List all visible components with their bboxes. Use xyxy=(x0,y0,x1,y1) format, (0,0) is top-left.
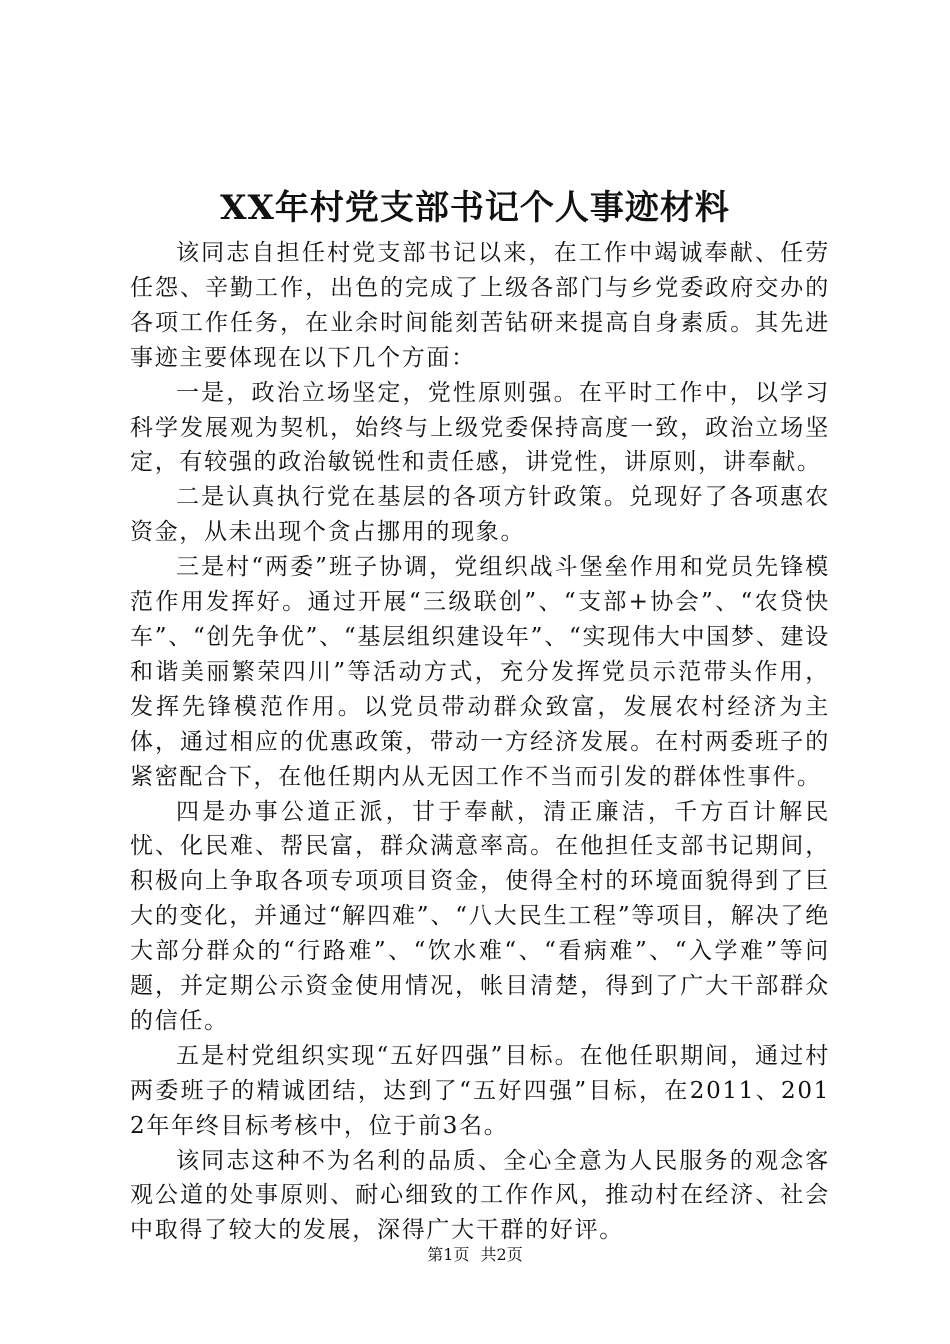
paragraph-intro: 该同志自担任村党支部书记以来，在工作中竭诚奉献、任劳任怨、辛勤工作，出色的完成了上级各部门与乡党委政府交办的各项工作任务，在业余时间能刻苦钻研来提高自身素质。其先进事迹主要体现在以下几个方面： xyxy=(130,240,830,371)
paragraph-point-5: 五是村党组织实现“五好四强”目标。在他任职期间，通过村两委班子的精诚团结，达到了“五好四强”目标，在2011、2012年年终目标考核中，位于前3名。 xyxy=(130,1042,830,1139)
paragraph-conclusion: 该同志这种不为名利的品质、全心全意为人民服务的观念客观公道的处事原则、耐心细致的工作作风，推动村在经济、社会中取得了较大的发展，深得广大干群的好评。 xyxy=(130,1147,830,1244)
page-number-current: 第1页 xyxy=(427,1245,470,1264)
paragraph-point-1: 一是，政治立场坚定，党性原则强。在平时工作中，以学习科学发展观为契机，始终与上级党委保持高度一致，政治立场坚定，有较强的政治敏锐性和责任感，讲党性，讲原则，讲奉献。 xyxy=(130,379,830,476)
paragraph-point-4: 四是办事公道正派，甘于奉献，清正廉洁，千方百计解民忧、化民难、帮民富，群众满意率高。在他担任支部书记期间，积极向上争取各项专项项目资金，使得全村的环境面貌得到了巨大的变化，并通过“解四难”、“八大民生工程”等项目，解决了绝大部分群众的“行路难”、“饮水难“、“看病难”、“入学难”等问题，并定期公示资金使用情况，帐目清楚，得到了广大干部群众的信任。 xyxy=(130,798,830,1034)
document-body xyxy=(130,236,830,1248)
document-title: XX年村党支部书记个人事迹材料 xyxy=(220,188,730,228)
paragraph-point-2: 二是认真执行党在基层的各项方针政策。兑现好了各项惠农资金，从未出现个贪占挪用的现象。 xyxy=(130,484,830,546)
page-number-total: 共2页 xyxy=(480,1245,523,1264)
page-footer xyxy=(0,1243,950,1267)
paragraph-point-3: 三是村“两委”班子协调，党组织战斗堡垒作用和党员先锋模范作用发挥好。通过开展“三级联创”、“支部+协会”、“农贷快车”、“创先争优”、“基层组织建设年”、“实现伟大中国梦、建设和谐美丽繁荣四川”等活动方式，充分发挥党员示范带头作用，发挥先锋模范作用。以党员带动群众致富，发展农村经济为主体，通过相应的优惠政策，带动一方经济发展。在村两委班子的紧密配合下，在他任期内从无因工作不当而引发的群体性事件。 xyxy=(130,554,830,790)
